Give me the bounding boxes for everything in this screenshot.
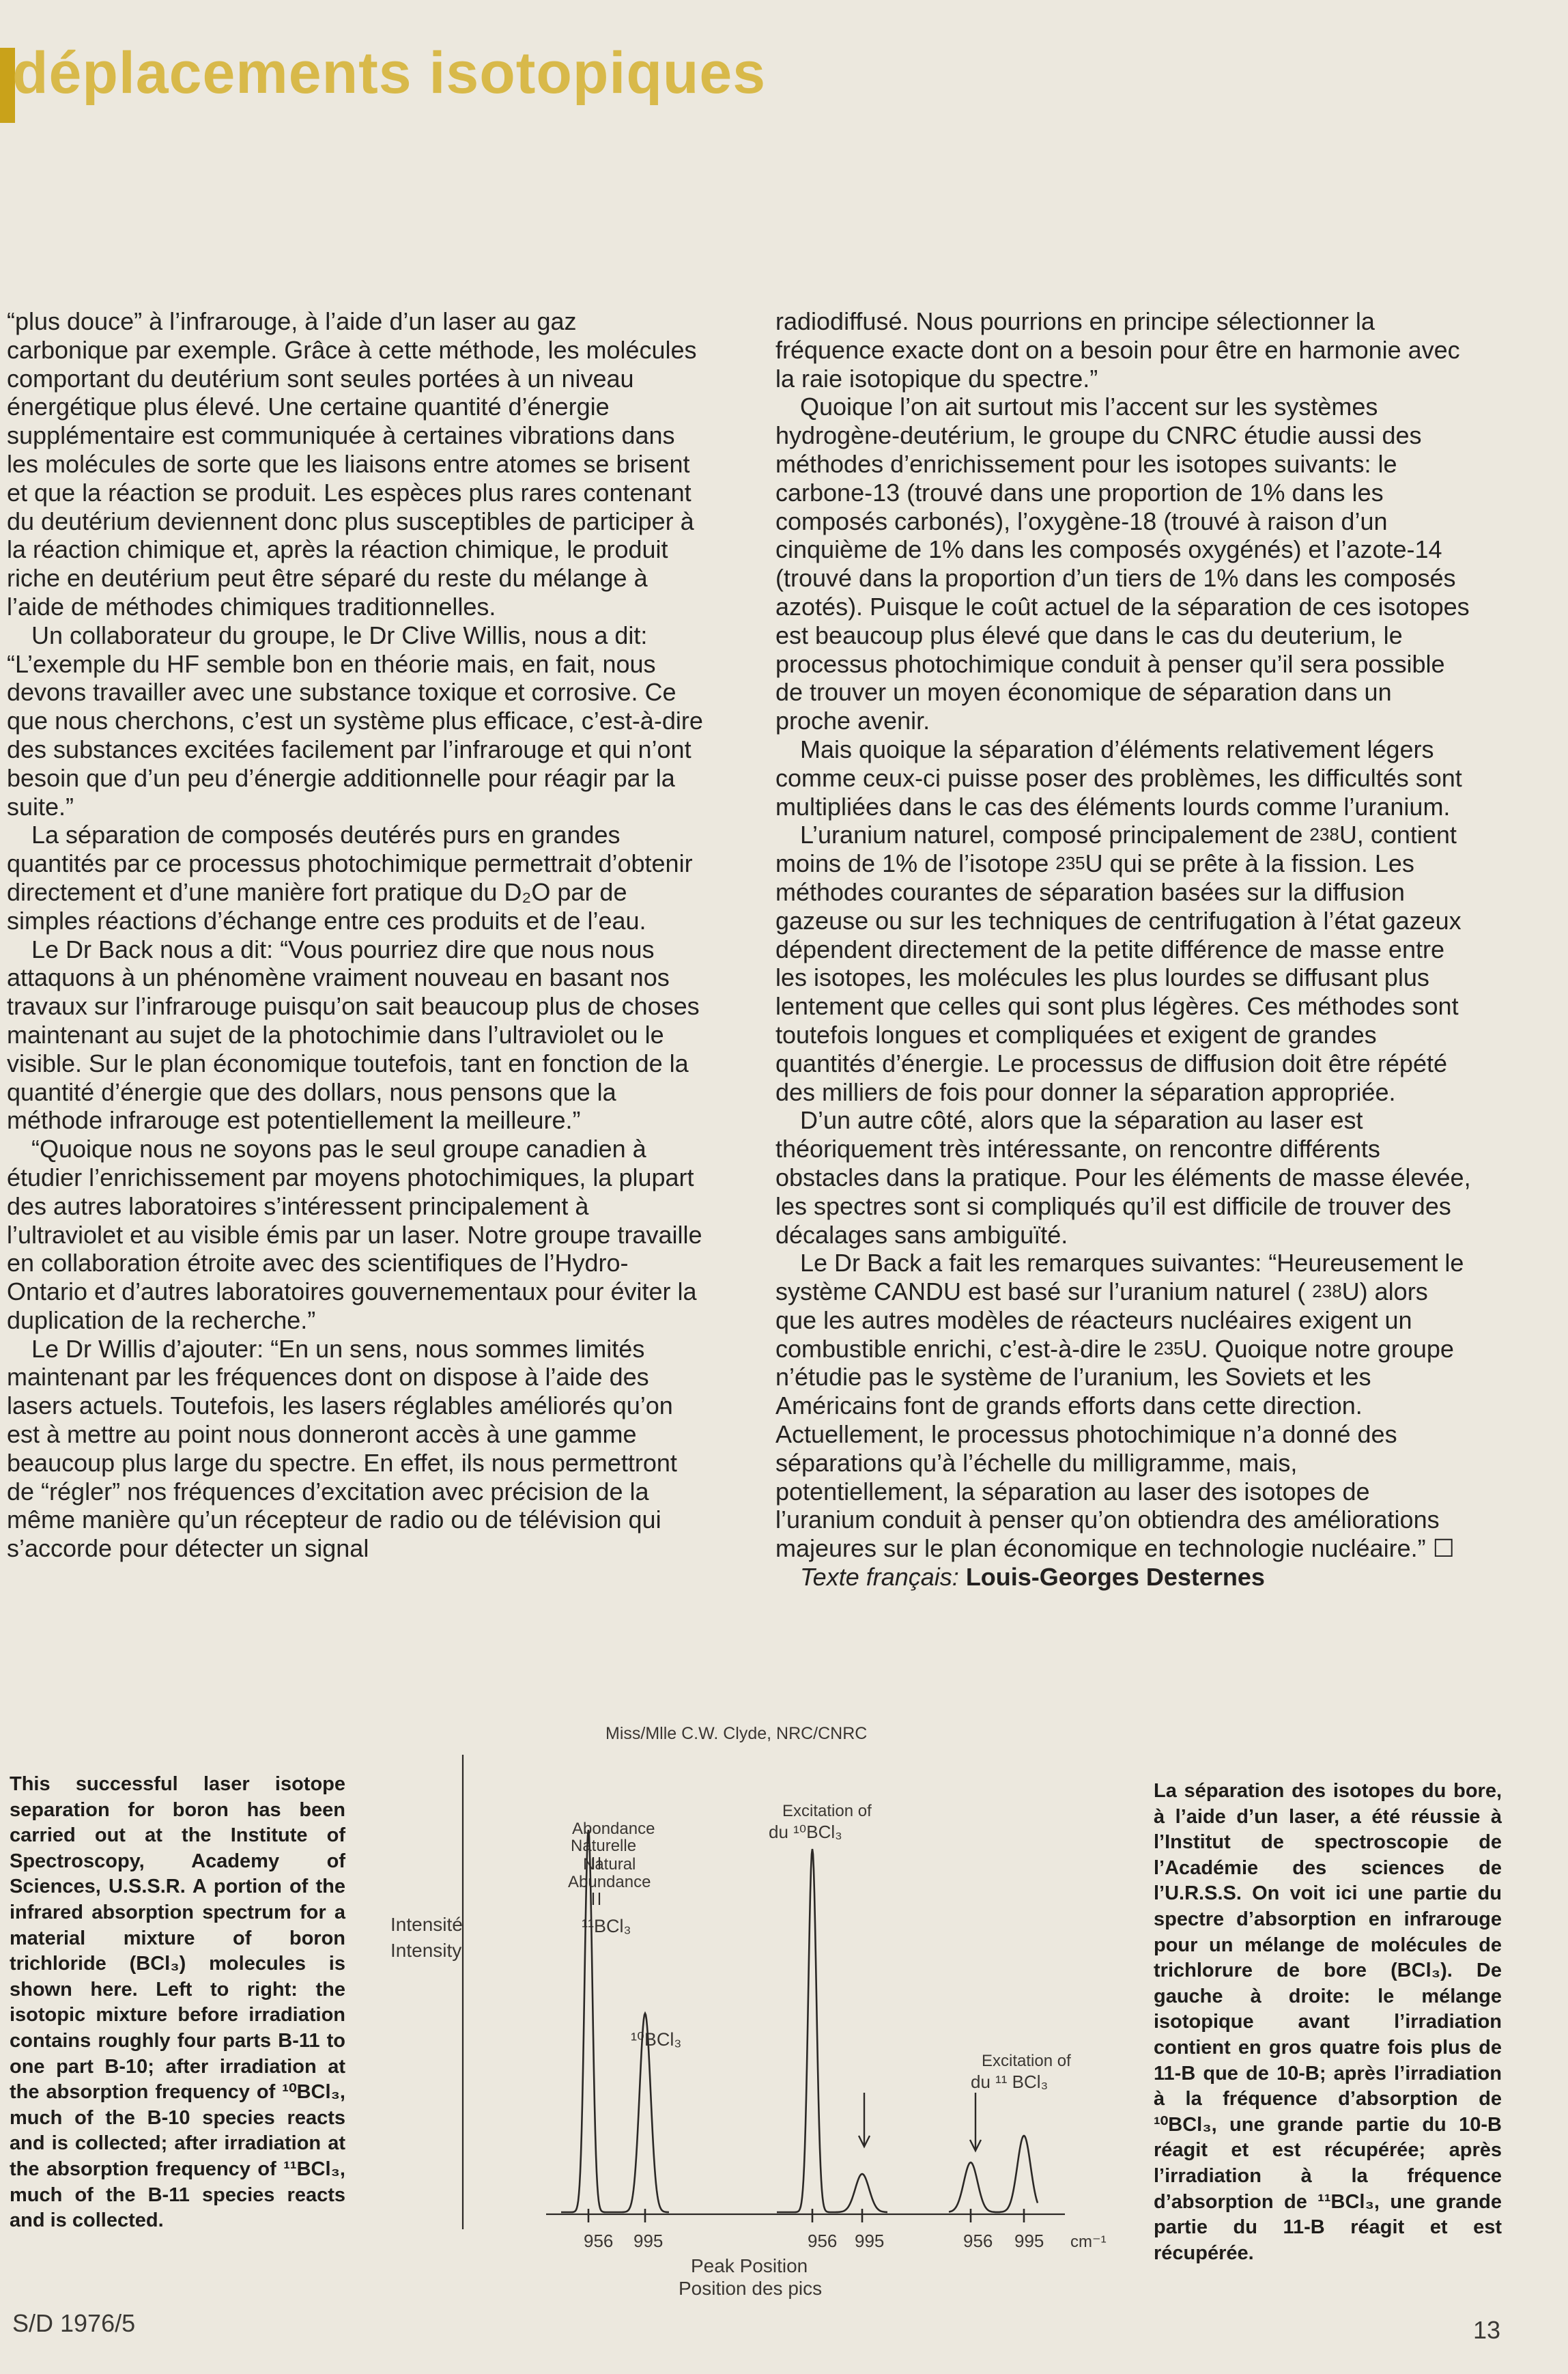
caption-french: La séparation des isotopes du bore, à l’aide d’un laser, a été réussie à l’Institut de spectroscopie de l’Académie des sciences de l’U.R.S.S. On voit ici une partie du spectre d’absorption en infrarouge pour un mélange de molécules de trichlorure de bore (BCl₃). De gauche à droite: le mélange isotopique avant l’irradiation contient en gros quatre fois plus de 11-B que de 10-B; après l’irradiation à la fréquence d’absorption de ¹⁰BCl₃, une grande partie du 10-B réagit et est récupérée; après l’irradiation à la fréquence d’absorption de ¹¹BCl₃, une grande partie du 11-B réagit et est récupérée. — [1154, 1780, 1502, 2264]
left-paragraph-2: Un collaborateur du groupe, le Dr Clive Willis, nous a dit: “L’exemple du HF semble bon en théorie mais, en fait, nous devons travailler avec une substance toxique et corrosive. Ce que nous cherchons, c’est un système plus efficace, c’est-à-dire des substances excitées facilement par l’infrarouge et qui n’ont besoin que d’un peu d’énergie additionnelle pour réagir par la suite.” — [7, 621, 703, 821]
tick-label-956: 956 — [584, 2231, 614, 2251]
tick-label-995: 995 — [633, 2231, 664, 2251]
translation-credit-label: Texte français: — [800, 1563, 959, 1592]
abundance-label-fr-1: Abondance — [572, 1820, 655, 1838]
right-paragraph-4-part-b: U, contient moins de 1% de l’isotope — [775, 821, 1457, 878]
x-label-french: Position des pics — [679, 2278, 823, 2299]
isotope-238-superscript: 238 — [1312, 1281, 1342, 1302]
abundance-label-en-2: Abundance — [568, 1873, 651, 1891]
abundance-label-en-1: Natural — [583, 1855, 636, 1874]
left-paragraph-1: “plus douce” à l’infrarouge, à l’aide d’un laser au gaz carbonique par exemple. Grâce à cette méthode, les molécules comportant du deutérium sont seules portées à un niveau énergétique plus élevé. Une certaine quantité d’énergie supplémentaire est communiquée à certaines vibrations dans les molécules de sorte que les liaisons entre atomes se brisent et que la réaction se produit. Les espèces plus rares contenant du deutérium deviennent donc plus susceptibles de participer à la réaction chimique et, après la réaction chimique, le produit riche en deutérium peut être séparé du reste du mélange à l’aide de méthodes chimiques traditionnelles. — [7, 307, 697, 621]
right-paragraph-4-part-a: L’uranium naturel, composé principalement de — [800, 821, 1310, 849]
y-label-english: Intensity — [390, 1940, 462, 1961]
right-paragraph-6-part-a: Le Dr Back a fait les remarques suivantes: “Heureusement le système CANDU est basé sur l’uranium naturel ( — [775, 1249, 1464, 1306]
article-column-right — [775, 307, 1472, 1592]
x-unit-label: cm⁻¹ — [1070, 2233, 1107, 2251]
spectrum-figure — [382, 1721, 1154, 2301]
y-label-french: Intensité — [390, 1914, 463, 1935]
left-paragraph-5: “Quoique nous ne soyons pas le seul groupe canadien à étudier l’enrichissement par moyens photochimiques, la plupart des autres laboratoires s’intéressent principalement à l’ultraviolet et au visible émis par un laser. Notre groupe travaille en collaboration étroite avec des scientifiques de l’Hydro-Ontario et d’autres laboratoires gouvernementaux pour éviter la duplication de la recherche.” — [7, 1135, 702, 1334]
spectrum-line-2 — [777, 1849, 887, 2212]
issue-number: S/D 1976/5 — [12, 2309, 136, 2337]
translator-name: Louis-Georges Desternes — [965, 1563, 1265, 1592]
caption-english: This successful laser isotope separation for boron has been carried out at the Institute of Spectroscopy, Academy of Sciences, U.S.S.R. A portion of the infrared absorption spectrum for a material mixture of boron trichloride (BCl₃) molecules is shown here. Left to right: the isotopic mixture before irradiation contains roughly four parts B-11 to one part B-10; after irradiation at the absorption frequency of ¹⁰BCl₃, much of the B-10 species reacts and is collected; after irradiation at the absorption frequency of ¹¹BCl₃, much of the B-11 species reacts and is collected. — [10, 1773, 345, 2232]
x-label-english: Peak Position — [691, 2255, 808, 2276]
translation-credit — [775, 1563, 1472, 1592]
excitation2-label-2: du ¹¹ BCl₃ — [971, 2072, 1049, 2092]
right-paragraph-6-part-c: U. Quoique notre groupe n’étudie pas le système de l’uranium, les Soviets et les Américains font de grands efforts dans cette direction. Actuellement, le processus photochimique n’a donné des séparations qu’à l’échelle du milligramme, mais, potentiellement, la séparation au laser des isotopes de l’uranium conduit à penser qu’on obtiendra des améliorations majeures sur le plan économique en technologie nucléaire.” ☐ — [775, 1334, 1455, 1563]
right-paragraph-6 — [775, 1249, 1472, 1563]
right-paragraph-5: D’un autre côté, alors que la séparation au laser est théoriquement très intéressante, on rencontre différents obstacles dans la pratique. Pour les éléments de masse élevée, les spectres sont si compliqués qu’il est difficile de trouver des décalages sans ambiguïté. — [775, 1106, 1471, 1249]
tick-label-956: 956 — [808, 2231, 838, 2251]
article-column-left — [7, 307, 703, 1563]
right-paragraph-2: Quoique l’on ait surtout mis l’accent sur les systèmes hydrogène-deutérium, le groupe du CNRC étudie aussi des méthodes d’enrichissement pour les isotopes suivants: le carbone-13 (trouvé dans une proportion de 1% dans les composés carbonés), l’oxygène-18 (trouvé à raison d’un cinquième de 1% dans les composés oxygénés) et l’azote-14 (trouvé dans la proportion d’un tiers de 1% dans les composés azotés). Puisque le coût actuel de la séparation de ces isotopes est beaucoup plus élevé que dans le cas du deuterium, le processus photochimique conduit à penser qu’il sera possible de trouver un moyen économique de séparation dans un proche avenir. — [775, 393, 1470, 735]
right-paragraph-6-part-b: U) alors que les autres modèles de réacteurs nucléaires exigent un combustible enrichi, c’est-à-dire le — [775, 1277, 1428, 1363]
peak-label-b10: ¹⁰BCl₃ — [631, 2029, 682, 2050]
tick-label-956: 956 — [963, 2231, 993, 2251]
page-number: 13 — [1473, 2316, 1501, 2344]
spectrum-line-3 — [949, 2136, 1038, 2212]
right-paragraph-1: radiodiffusé. Nous pourrions en principe sélectionner la fréquence exacte dont on a besoin pour être en harmonie avec la raie isotopique du spectre.” — [775, 307, 1460, 393]
left-paragraph-3: La séparation de composés deutérés purs en grandes quantités par ce processus photochimique permettrait d’obtenir directement et d’une manière fort pratique du D₂O par de simples réactions d’échange entre ces produits et de l’eau. — [7, 821, 693, 935]
excitation2-label-1: Excitation of — [982, 2052, 1071, 2070]
isotope-235-superscript: 235 — [1055, 853, 1085, 874]
page-title: déplacements isotopiques — [12, 40, 767, 106]
right-paragraph-3: Mais quoique la séparation d’éléments relativement légers comme ceux-ci puisse poser des problèmes, les difficultés sont multipliées dans le cas des éléments lourds comme l’uranium. — [775, 735, 1462, 821]
excitation1-label-1: Excitation of — [782, 1802, 872, 1820]
right-paragraph-4 — [775, 821, 1472, 1106]
figure-credit: Miss/Mlle C.W. Clyde, NRC/CNRC — [605, 1724, 868, 1743]
excitation1-label-2: du ¹⁰BCl₃ — [769, 1822, 842, 1842]
tick-label-995: 995 — [1014, 2231, 1044, 2251]
isotope-238-superscript: 238 — [1309, 824, 1339, 845]
isotope-235-superscript: 235 — [1154, 1338, 1184, 1359]
peak-label-b11: ¹¹BCl₃ — [582, 1916, 631, 1936]
left-paragraph-6: Le Dr Willis d’ajouter: “En un sens, nous sommes limités maintenant par les fréquences dont on dispose à l’aide des lasers actuels. Toutefois, les lasers réglables améliorés qu’on est à mettre au point nous donneront accès à une gamme beaucoup plus large du spectre. En effet, ils nous permettront de “régler” nos fréquences d’excitation avec précision de la même manière qu’un récepteur de radio ou de télévision qui s’accorde pour détecter un signal — [7, 1334, 677, 1563]
tick-label-995: 995 — [855, 2231, 885, 2251]
right-paragraph-4-part-c: U qui se prête à la fission. Les méthodes courantes de séparation basées sur la diffusion gazeuse ou sur les techniques de centrifugation à l’état gazeux dépendent directement de la petite différence de masse entre les isotopes, les molécules les plus lourdes se diffusant plus lentement que celles qui sont plus légères. Ces méthodes sont toutefois longues et compliquées et exigent de grandes quantités d’énergie. Le processus de diffusion doit être répété des milliers de fois pour donner la séparation appropriée. — [775, 849, 1462, 1106]
left-paragraph-4: Le Dr Back nous a dit: “Vous pourriez dire que nous nous attaquons à un phénomène vraiment nouveau en basant nos travaux sur l’infrarouge puisqu’on sait beaucoup plus de choses maintenant au sujet de la photochimie dans l’ultraviolet ou le visible. Sur le plan économique toutefois, tant en fonction de la quantité d’énergie que des dollars, nous pensons que la méthode infrarouge est potentiellement la meilleure.” — [7, 935, 700, 1135]
abundance-label-fr-2: Naturelle — [571, 1837, 637, 1855]
